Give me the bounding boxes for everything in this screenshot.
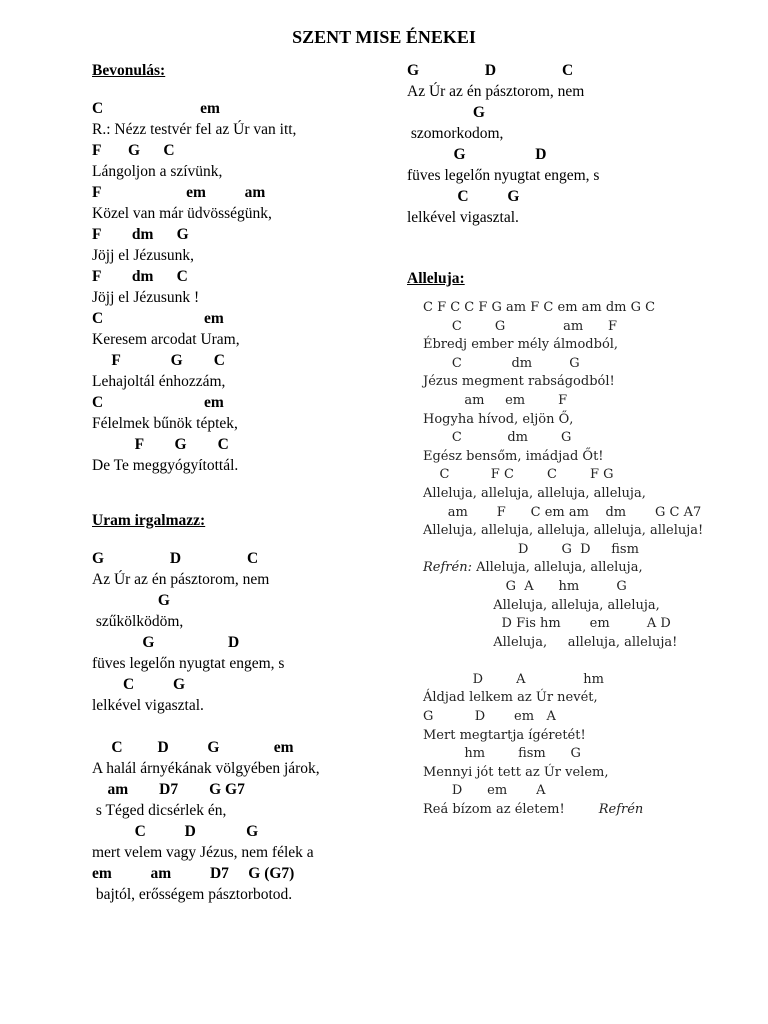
section-heading-alleluja: Alleluja: (407, 270, 465, 287)
chord-line: C F C C F G am F C em am dm G C (423, 300, 656, 315)
chord-line: C em (92, 310, 224, 327)
chord-line: C D G (92, 823, 259, 840)
chord-line: C G (92, 676, 185, 693)
lyric-line: füves legelőn nyugtat engem, s (92, 655, 285, 672)
chord-line: am F C em am dm G C A7 (423, 504, 702, 520)
lyric-line: Hogyha hívod, eljön Ő, (423, 411, 574, 427)
chord-line: C F C C F G (423, 467, 614, 483)
lyric-line: lelkével vigasztal. (92, 697, 204, 714)
lyric-line: Lángoljon a szívünk, (92, 163, 223, 180)
right-column (407, 60, 647, 289)
lyric-line: Lehajoltál énhozzám, (92, 373, 226, 390)
chord-line: G D C (92, 550, 259, 567)
chord-line: C G am F (423, 318, 618, 334)
chord-line: D em A (423, 783, 546, 799)
section-heading-bevonulas: Bevonulás: (92, 62, 166, 79)
refrain-label: Refrén: (423, 560, 472, 576)
uram-lines (92, 548, 382, 905)
lyric-line: Mert megtartja ígéretét! (423, 727, 586, 743)
chord-line: F G C (92, 142, 175, 159)
left-column (92, 60, 382, 905)
lyric-line: szomorkodom, (407, 125, 504, 142)
chord-line: G (407, 104, 485, 121)
spacer (92, 716, 382, 737)
section-heading-uram: Uram irgalmazz: (92, 512, 206, 529)
bevonulas-lines (92, 98, 382, 476)
chord-line: C G (407, 188, 520, 205)
lyric-line: Alleluja, alleluja, alleluja, (423, 597, 660, 613)
lyric-line: Egész bensőm, imádjad Őt! (423, 448, 604, 464)
chord-line: C em (92, 394, 224, 411)
chord-line: G (92, 592, 170, 609)
lyric-line: Közel van már üdvösségünk, (92, 205, 272, 222)
lyric-line: De Te meggyógyítottál. (92, 457, 239, 474)
refrain-line (423, 559, 753, 578)
lyric-text: Reá bízom az életem! (423, 802, 565, 818)
chord-line: F dm G (92, 226, 189, 243)
lyric-line: Az Úr az én pásztorom, nem (92, 571, 270, 588)
lyric-line: Jöjj el Jézusunk, (92, 247, 195, 264)
lyric-line: Alleluja, alleluja, alleluja! (423, 634, 678, 650)
lyric-line: A halál árnyékának völgyében járok, (92, 760, 320, 777)
chord-line: G A hm G (423, 578, 627, 594)
lyric-line: füves legelőn nyugtat engem, s (407, 167, 600, 184)
chord-line: C dm G (423, 355, 580, 371)
lyric-line: lelkével vigasztal. (407, 209, 519, 226)
chord-line: D Fis hm em A D (423, 616, 671, 632)
right-top-lines (407, 60, 647, 228)
lyric-line: szűkölködöm, (92, 613, 184, 630)
chord-line: C D G em (92, 739, 294, 756)
chord-line: F dm C (92, 268, 188, 285)
chord-line: C em (92, 100, 220, 117)
chord-line: G D (92, 634, 240, 651)
lyric-line: Jézus megment rabságodból! (423, 374, 615, 390)
chord-line: F G C (92, 436, 229, 453)
chord-line: D G D fism (423, 541, 639, 557)
refrain-label: Refrén (598, 802, 644, 818)
chord-line: G D em A (423, 709, 556, 725)
lyric-line: Alleluja, alleluja, alleluja, alleluja, alleluja! (423, 523, 704, 539)
ending-line (423, 801, 753, 820)
chord-line: C dm G (423, 430, 572, 446)
chord-line: em am D7 G (G7) (92, 865, 295, 882)
lyric-line: Áldjad lelkem az Úr nevét, (423, 690, 598, 706)
lyric-line: R.: Nézz testvér fel az Úr van itt, (92, 121, 297, 138)
chord-line: F G C (92, 352, 225, 369)
lyric-line: s Téged dicsérlek én, (92, 802, 227, 819)
chord-line: F em am (92, 184, 266, 201)
page-title: SZENT MISE ÉNEKEI (292, 27, 476, 47)
lyric-line: Mennyi jót tett az Úr velem, (423, 764, 609, 780)
lyric-line: Jöjj el Jézusunk ! (92, 289, 200, 306)
chord-line: am D7 G G7 (92, 781, 245, 798)
lyric-line: mert velem vagy Jézus, nem félek a (92, 844, 314, 861)
lyric-line: bajtól, erősségem pásztorbotod. (92, 886, 293, 903)
chord-line: D A hm (423, 671, 605, 687)
lyric-line: Ébredj ember mély álmodból, (423, 337, 619, 353)
alleluja-block (423, 299, 753, 820)
chord-line: hm fism G (423, 746, 581, 762)
lyric-line: Félelmek bűnök téptek, (92, 415, 238, 432)
chord-line: G D C (407, 62, 574, 79)
lyric-line: Alleluja, alleluja, alleluja, alleluja, (423, 485, 646, 501)
refrain-text: Alleluja, alleluja, alleluja, (471, 560, 643, 576)
spacer (423, 652, 753, 671)
lyric-line: Keresem arcodat Uram, (92, 331, 240, 348)
lyric-line: Az Úr az én pásztorom, nem (407, 83, 585, 100)
chord-line: G D (407, 146, 547, 163)
chord-line: am em F (423, 392, 568, 408)
